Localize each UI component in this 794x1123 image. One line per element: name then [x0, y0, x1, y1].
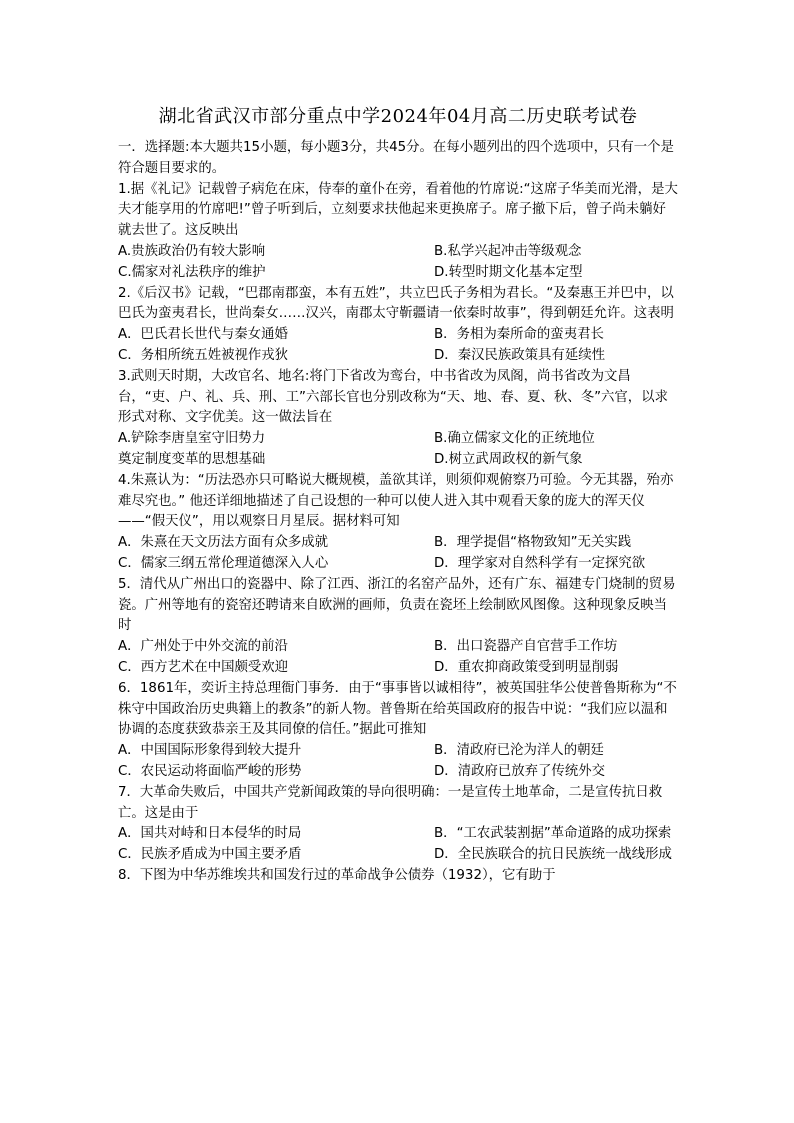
question-8 [118, 866, 678, 887]
answer-option[interactable]: A．巴氏君长世代与秦女通婚 [118, 327, 288, 343]
answer-option[interactable]: D．清政府已放弃了传统外交 [434, 763, 605, 779]
question-stem: 8．下图为中华苏维埃共和国发行过的革命战争公债券（1932），它有助于 [118, 867, 556, 883]
page-content [118, 104, 678, 887]
answer-option[interactable]: A.铲除李唐皇室守旧势力 [118, 431, 266, 447]
question-6 [118, 679, 678, 783]
question-stem: 7．大革命失败后，中国共产党新闻政策的导向很明确：一是宣传土地革命，二是宣传抗日救亡。这是由于 [118, 784, 663, 821]
answer-option[interactable]: D.转型时期文化基本定型 [434, 264, 583, 280]
answer-option[interactable]: D．重农抑商政策受到明显削弱 [434, 659, 619, 675]
options-grid [118, 741, 678, 783]
answer-option[interactable]: B．“工农武装割据”革命道路的成功探索 [434, 826, 672, 842]
answer-option[interactable]: B．出口瓷器产自官营手工作坊 [434, 639, 618, 655]
answer-option[interactable]: D．全民族联合的抗日民族统一战线形成 [434, 847, 672, 863]
answer-option[interactable]: A．国共对峙和日本侵华的时局 [118, 826, 302, 842]
answer-option[interactable]: C．儒家三纲五常伦理道德深入人心 [118, 555, 329, 571]
options-grid [118, 824, 678, 866]
answer-option[interactable]: C．民族矛盾成为中国主要矛盾 [118, 847, 302, 863]
question-stem: 3.武则天时期，大改官名、地名:将门下省改为鸾台，中书省改为凤阁，尚书省改为文昌台，“吏、户、礼、兵、刑、工”六部长官也分别改称为“天、地、春、夏、秋、冬”六官，以求形式对称、文字优美。这一做法旨在 [118, 368, 668, 426]
answer-option[interactable]: B．清政府已沦为洋人的朝廷 [434, 743, 604, 759]
question-2 [118, 284, 678, 367]
answer-option[interactable]: C．西方艺术在中国颇受欢迎 [118, 659, 289, 675]
question-stem: 1.据《礼记》记载曾子病危在床，侍奉的童仆在旁，看着他的竹席说:“这席子华美而光滑，是大夫才能享用的竹席吧!”曾子听到后，立刻要求扶他起来更换席子。席子撤下后，曾子尚未躺好就去世了。这反映出 [118, 181, 678, 239]
answer-option[interactable]: B．理学提倡“格物致知”无关实践 [434, 535, 632, 551]
answer-option[interactable]: A．朱熹在天文历法方面有众多成就 [118, 535, 329, 551]
options-grid [118, 242, 678, 284]
answer-option[interactable]: B.确立儒家文化的正统地位 [434, 431, 595, 447]
answer-option[interactable]: A.贵族政治仍有较大影响 [118, 243, 266, 259]
question-stem: 6．1861年，奕䜣主持总理衙门事务．由于“事事皆以诚相待”，被英国驻华公使普鲁斯称为“不株守中国政治历史典籍上的教条”的新人物。普鲁斯在给英国政府的报告中说：“我们应以温和协调的态度获致恭亲王及其同僚的信任。”据此可推知 [118, 680, 677, 738]
question-1 [118, 180, 678, 284]
question-3 [118, 367, 678, 471]
question-4 [118, 471, 678, 575]
answer-option[interactable]: D．秦汉民族政策具有延续性 [434, 347, 605, 363]
options-grid [118, 429, 678, 471]
options-grid [118, 533, 678, 575]
answer-option[interactable]: A．中国国际形象得到较大提升 [118, 743, 302, 759]
answer-option[interactable]: B.私学兴起冲击等级观念 [434, 243, 582, 259]
options-grid [118, 637, 678, 679]
section-intro: 一．选择题:本大题共15小题，每小题3分，共45分。在每小题列出的四个选项中，只有一个是符合题目要求的。 [118, 140, 674, 176]
options-grid [118, 325, 678, 367]
answer-option[interactable]: A．广州处于中外交流的前沿 [118, 639, 288, 655]
question-5 [118, 575, 678, 679]
page-title: 湖北省武汉市部分重点中学2024年04月高二历史联考试卷 [158, 106, 638, 127]
question-stem: 5．清代从广州出口的瓷器中、除了江西、浙江的名窑产品外，还有广东、福建专门烧制的贸易瓷。广州等地有的瓷窑还聘请来自欧洲的画师，负责在瓷坯上绘制欧风图像。这种现象反映当时 [118, 576, 676, 634]
answer-option[interactable]: D.树立武周政权的新气象 [434, 451, 583, 467]
question-stem: 2.《后汉书》记载，“巴郡南郡蛮，本有五姓”，共立巴氏子务相为君长。“及秦惠王并巴中，以巴氏为蛮夷君长，世尚秦女……汉兴，南郡太守靳疆请一依秦时故事”，得到朝廷允许。这表明 [118, 285, 674, 322]
question-stem: 4.朱熹认为：“历法恐亦只可略说大概规模，盖欲其详，则须仰观俯察乃可验。今无其器，殆亦难尽究也。” 他还详细地描述了自己设想的一种可以使人进入其中观看天象的庞大的浑天仪——“假天仪”，用以观察日月星辰。据材料可知 [118, 472, 674, 530]
answer-option[interactable]: D．理学家对自然科学有一定探究欲 [434, 555, 646, 571]
answer-option[interactable]: 奠定制度变革的思想基础 [118, 451, 266, 467]
answer-option[interactable]: C．务相所统五姓被视作戎狄 [118, 347, 289, 363]
question-list [118, 180, 678, 887]
answer-option[interactable]: C．农民运动将面临严峻的形势 [118, 763, 302, 779]
answer-option[interactable]: C.儒家对礼法秩序的维护 [118, 264, 266, 280]
answer-option[interactable]: B．务相为秦所命的蛮夷君长 [434, 327, 604, 343]
question-7 [118, 783, 678, 866]
